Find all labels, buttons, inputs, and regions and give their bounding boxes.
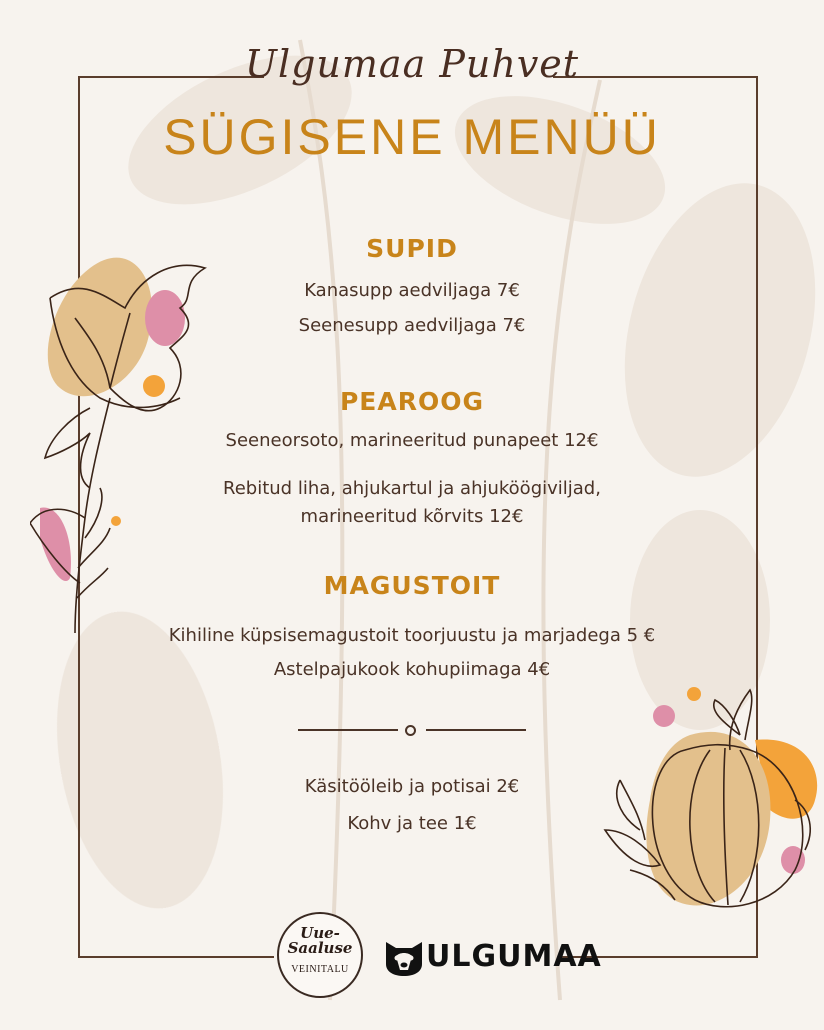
autumn-leaf-illustration bbox=[30, 238, 220, 638]
divider-left bbox=[298, 729, 398, 731]
pumpkin-illustration bbox=[600, 680, 824, 920]
menu-item: Kihiline küpsisemagustoit toorjuustu ja marjadega 5 € bbox=[168, 625, 656, 646]
menu-item: Kanasupp aedviljaga 7€ bbox=[304, 280, 520, 301]
menu-title: SÜGISENE MENÜÜ bbox=[163, 109, 661, 165]
extra-item: Kohv ja tee 1€ bbox=[347, 813, 477, 834]
extra-item: Käsitööleib ja potisai 2€ bbox=[304, 776, 520, 797]
veinitalu-logo-name: Uue- Saaluse bbox=[287, 924, 353, 957]
dog-icon bbox=[382, 938, 426, 976]
section-heading-pearoog: PEAROOG bbox=[339, 387, 485, 416]
menu-item: Seeneorsoto, marineeritud punapeet 12€ bbox=[225, 430, 599, 451]
section-heading-supid: SUPID bbox=[366, 234, 458, 263]
divider-right bbox=[426, 729, 526, 731]
veinitalu-logo-label: VEINITALU bbox=[291, 964, 349, 975]
menu-item: marineeritud kõrvits 12€ bbox=[300, 506, 524, 527]
menu-item: Rebitud liha, ahjukartul ja ahjuköögiviljad, bbox=[223, 478, 601, 499]
section-heading-magustoit: MAGUSTOIT bbox=[323, 571, 501, 600]
restaurant-name: Ulgumaa Puhvet bbox=[244, 42, 580, 86]
veinitalu-logo bbox=[277, 912, 363, 998]
ulgumaa-logo: ULGUMAA bbox=[426, 939, 602, 974]
menu-item: Seenesupp aedviljaga 7€ bbox=[298, 315, 526, 336]
menu-item: Astelpajukook kohupiimaga 4€ bbox=[273, 659, 551, 680]
frame-bottom-left bbox=[78, 956, 274, 958]
divider-dot bbox=[405, 725, 416, 736]
